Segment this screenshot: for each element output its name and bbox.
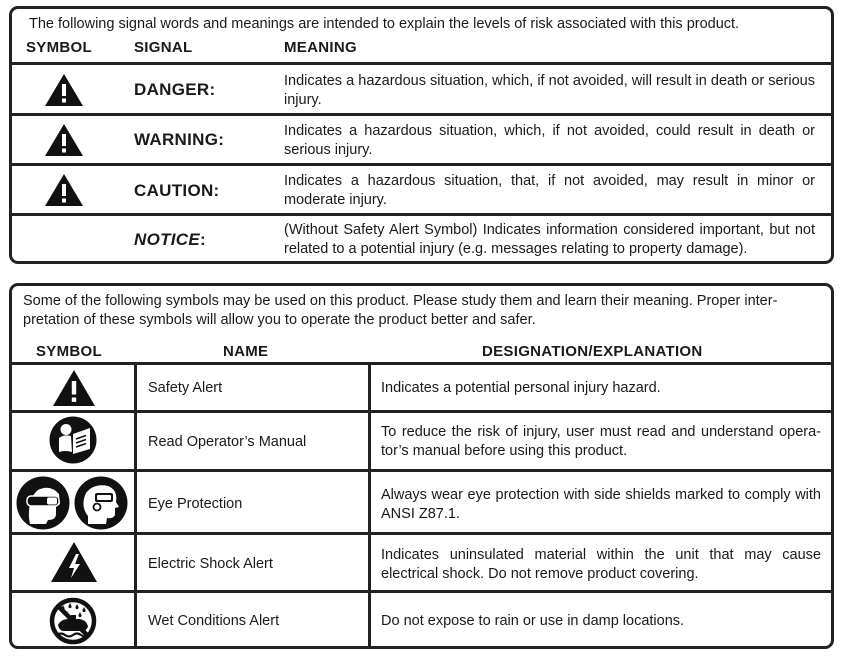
divider	[12, 163, 831, 166]
explanation-read-manual: To reduce the risk of injury, user must read and understand opera-tor’s manual before using this product.	[381, 424, 821, 459]
signal-words-panel	[9, 6, 834, 264]
electric-shock-icon	[50, 541, 98, 583]
name-electric-shock: Electric Shock Alert	[148, 556, 273, 572]
signal-caution: CAUTION:	[134, 181, 220, 200]
explanation-wet-conditions: Do not expose to rain or use in damp locations.	[381, 613, 685, 629]
column-divider	[134, 362, 137, 646]
wet-conditions-icon	[49, 597, 97, 645]
column-divider	[368, 362, 371, 646]
read-manual-icon	[49, 416, 97, 464]
safety-alert-icon	[44, 123, 84, 157]
eye-protection-icon	[16, 476, 128, 530]
header-meaning: MEANING	[284, 39, 357, 56]
header-symbol: SYMBOL	[26, 39, 92, 56]
name-eye-protection: Eye Protection	[148, 496, 243, 512]
divider	[12, 62, 831, 65]
symbols-intro	[23, 292, 823, 330]
symbols-intro-line: Some of the following symbols may be used on this product. Please study them and learn their meaning. Proper inter-	[23, 293, 778, 309]
divider	[12, 113, 831, 116]
signal-danger: DANGER:	[134, 80, 216, 99]
header-signal: SIGNAL	[134, 39, 193, 56]
divider	[12, 213, 831, 216]
meaning-notice: (Without Safety Alert Symbol) Indicates information considered important, but not related to a potential injury (e.g. messages relating to property damage).	[284, 222, 815, 257]
name-wet-conditions: Wet Conditions Alert	[148, 613, 280, 629]
header-name: NAME	[223, 343, 269, 360]
signal-intro: The following signal words and meanings are intended to explain the levels of risk associated with this product.	[29, 16, 740, 32]
header-designation: DESIGNATION/EXPLANATION	[482, 343, 703, 360]
explanation-electric-shock: Indicates uninsulated material within the unit that may cause electrical shock. Do not remove product covering.	[381, 547, 821, 582]
meaning-caution: Indicates a hazardous situation, that, if not avoided, may result in minor or moderate injury.	[284, 173, 815, 208]
symbols-intro-line: pretation of these symbols will allow you to operate the product better and safer.	[23, 312, 536, 328]
explanation-eye-protection: Always wear eye protection with side shields marked to comply with ANSI Z87.1.	[381, 487, 821, 522]
signal-warning: WARNING:	[134, 130, 225, 149]
explanation-safety-alert: Indicates a potential personal injury hazard.	[381, 380, 661, 396]
name-read-manual: Read Operator’s Manual	[148, 434, 307, 450]
safety-alert-icon	[44, 173, 84, 207]
name-safety-alert: Safety Alert	[148, 380, 223, 396]
signal-notice: NOTICE:	[134, 230, 206, 249]
symbols-panel	[9, 283, 834, 649]
header-symbol: SYMBOL	[36, 343, 102, 360]
meaning-danger: Indicates a hazardous situation, which, if not avoided, will result in death or serious injury.	[284, 73, 815, 108]
safety-alert-icon	[52, 369, 96, 407]
safety-alert-icon	[44, 73, 84, 107]
meaning-warning: Indicates a hazardous situation, which, if not avoided, could result in death or serious injury.	[284, 123, 815, 158]
